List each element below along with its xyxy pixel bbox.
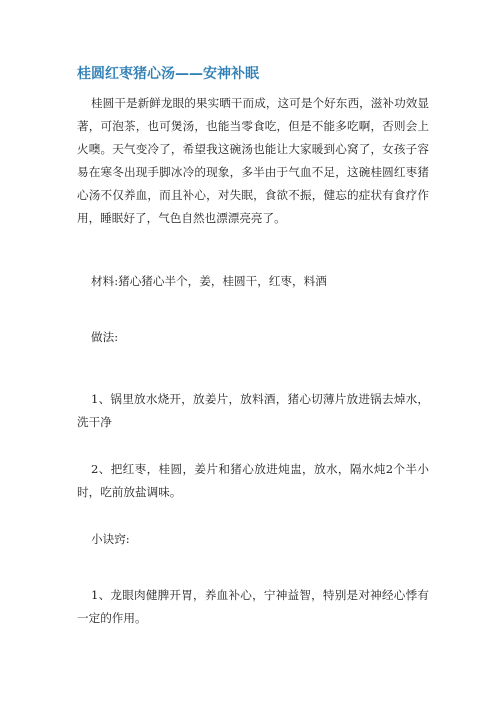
document-title: 桂圆红枣猪心汤——安神补眠 <box>77 66 259 82</box>
materials-paragraph: 材料:猪心猪心半个，姜，桂圆干，红枣，料酒 <box>91 274 327 288</box>
tips-heading: 小诀窍: <box>91 532 130 546</box>
intro-paragraph: 桂圆干是新鲜龙眼的果实晒干而成，这可是个好东西，滋补功效显著，可泡茶，也可煲汤，也能当零食吃，但是不能多吃啊，否则会上火噢。天气变冷了，希望我这碗汤也能让大家暖到心窝了，女孩子容易在寒冬出现手脚冰冷的现象，多半由于气血不足，这碗桂圆红枣猪心汤不仅养血，而且补心，对失眠，食欲不振，健忘的症状有食疗作用，睡眠好了，气色自然也漂漂亮亮了。 <box>77 96 429 225</box>
method-step-2: 2、把红枣，桂圆，姜片和猪心放进炖盅，放水，隔水炖2个半小时，吃前放盐调味。 <box>77 462 429 499</box>
method-step-1: 1、锅里放水烧开，放姜片，放料酒，猪心切薄片放进锅去焯水，洗干净 <box>77 392 429 429</box>
tip-1: 1、龙眼肉健脾开胃，养血补心，宁神益智，特别是对神经心悸有一定的作用。 <box>77 588 429 625</box>
method-heading: 做法: <box>91 330 119 344</box>
